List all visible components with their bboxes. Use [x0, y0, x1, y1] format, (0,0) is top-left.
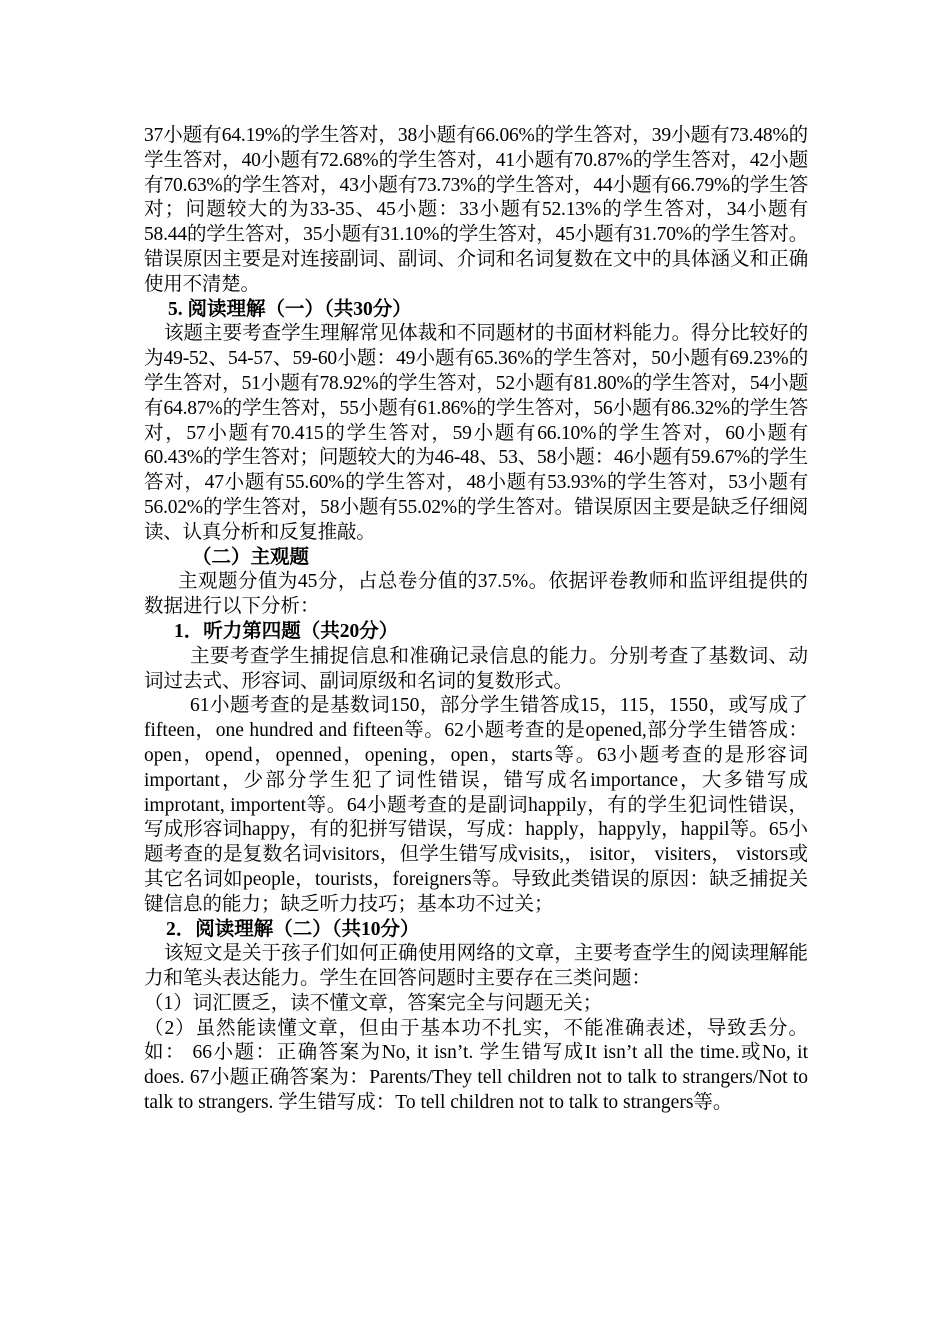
- paragraph-listening-details: 61小题考查的是基数词150，部分学生错答成15，115，1550，或写成了fifteen，one hundred and fifteen等。62小题考查的是opened,部分学生错答成：open，opend，openned，opening，open，starts等。63小题考查的是形容词important，少部分学生犯了词性错误，错写成名importance，大多错写成improtant, importent等。64小题考查的是副词happily，有的学生犯词性错误，写成形容词happy，有的犯拼写错误，写成：happly，happyly，happil等。65小题考查的是复数名词visitors，但学生错写成visits,， isitor， visiters， vistors或其它名词如people，tourists，foreigners等。导致此类错误的原因：缺乏捕捉关键信息的能力；缺乏听力技巧；基本功不过关；: [144, 695, 808, 915]
- document-body: [144, 124, 808, 1116]
- heading-subjective-questions: （二）主观题: [192, 546, 310, 568]
- paragraph-subjective-intro: 主观题分值为45分，占总卷分值的37.5%。依据评卷教师和监评组提供的数据进行以下分析：: [144, 571, 808, 618]
- list-item-problem-2: （2）虽然能读懂文章，但由于基本功不扎实，不能准确表述，导致丢分。如： 66小题：正确答案为No, it isn’t. 学生错写成It isn’t all the time.或No, it does. 67小题正确答案为：Parents/They tell children not to talk to strangers/Not to talk to strangers. 学生错写成：To tell children not to talk to strangers等。: [144, 1017, 808, 1114]
- paragraph-listening-overview: 主要考查学生捕捉信息和准确记录信息的能力。分别考查了基数词、动词过去式、形容词、副词原级和名词的复数形式。: [144, 645, 808, 692]
- heading-listening-part-4: 1．听力第四题（共20分）: [174, 620, 399, 642]
- heading-reading-comprehension-2: 2．阅读理解（二）（共10分）: [166, 918, 420, 940]
- paragraph-reading-cloze-results: 37小题有64.19%的学生答对，38小题有66.06%的学生答对，39小题有73.48%的学生答对，40小题有72.68%的学生答对，41小题有70.87%的学生答对，42小题有70.63%的学生答对，43小题有73.73%的学生答对，44小题有66.79%的学生答对；问题较大的为33-35、45小题：33小题有52.13%的学生答对，34小题有58.44的学生答对，35小题有31.10%的学生答对，45小题有31.70%的学生答对。错误原因主要是对连接副词、副词、介词和名词复数在文中的具体涵义和正确使用不清楚。: [144, 125, 808, 295]
- paragraph-reading-comprehension-2-intro: 该短文是关于孩子们如何正确使用网络的文章，主要考查学生的阅读理解能力和笔头表达能力。学生在回答问题时主要存在三类问题：: [144, 943, 808, 990]
- paragraph-reading-comprehension-1-analysis: 该题主要考查学生理解常见体裁和不同题材的书面材料能力。得分比较好的为49-52、54-57、59-60小题：49小题有65.36%的学生答对，50小题有69.23%的学生答对，51小题有78.92%的学生答对，52小题有81.80%的学生答对，54小题有64.87%的学生答对，55小题有61.86%的学生答对，56小题有86.32%的学生答对，57小题有70.415的学生答对，59小题有66.10%的学生答对，60小题有60.43%的学生答对；问题较大的为46-48、53、58小题：46小题有59.67%的学生答对，47小题有55.60%的学生答对，48小题有53.93%的学生答对，53小题有56.02%的学生答对，58小题有55.02%的学生答对。错误原因主要是缺乏仔细阅读、认真分析和反复推敲。: [144, 323, 808, 543]
- heading-reading-comprehension-1: 5. 阅读理解（一）（共30分）: [168, 298, 412, 320]
- list-item-problem-1: （1）词汇匮乏，读不懂文章，答案完全与问题无关；: [144, 992, 603, 1014]
